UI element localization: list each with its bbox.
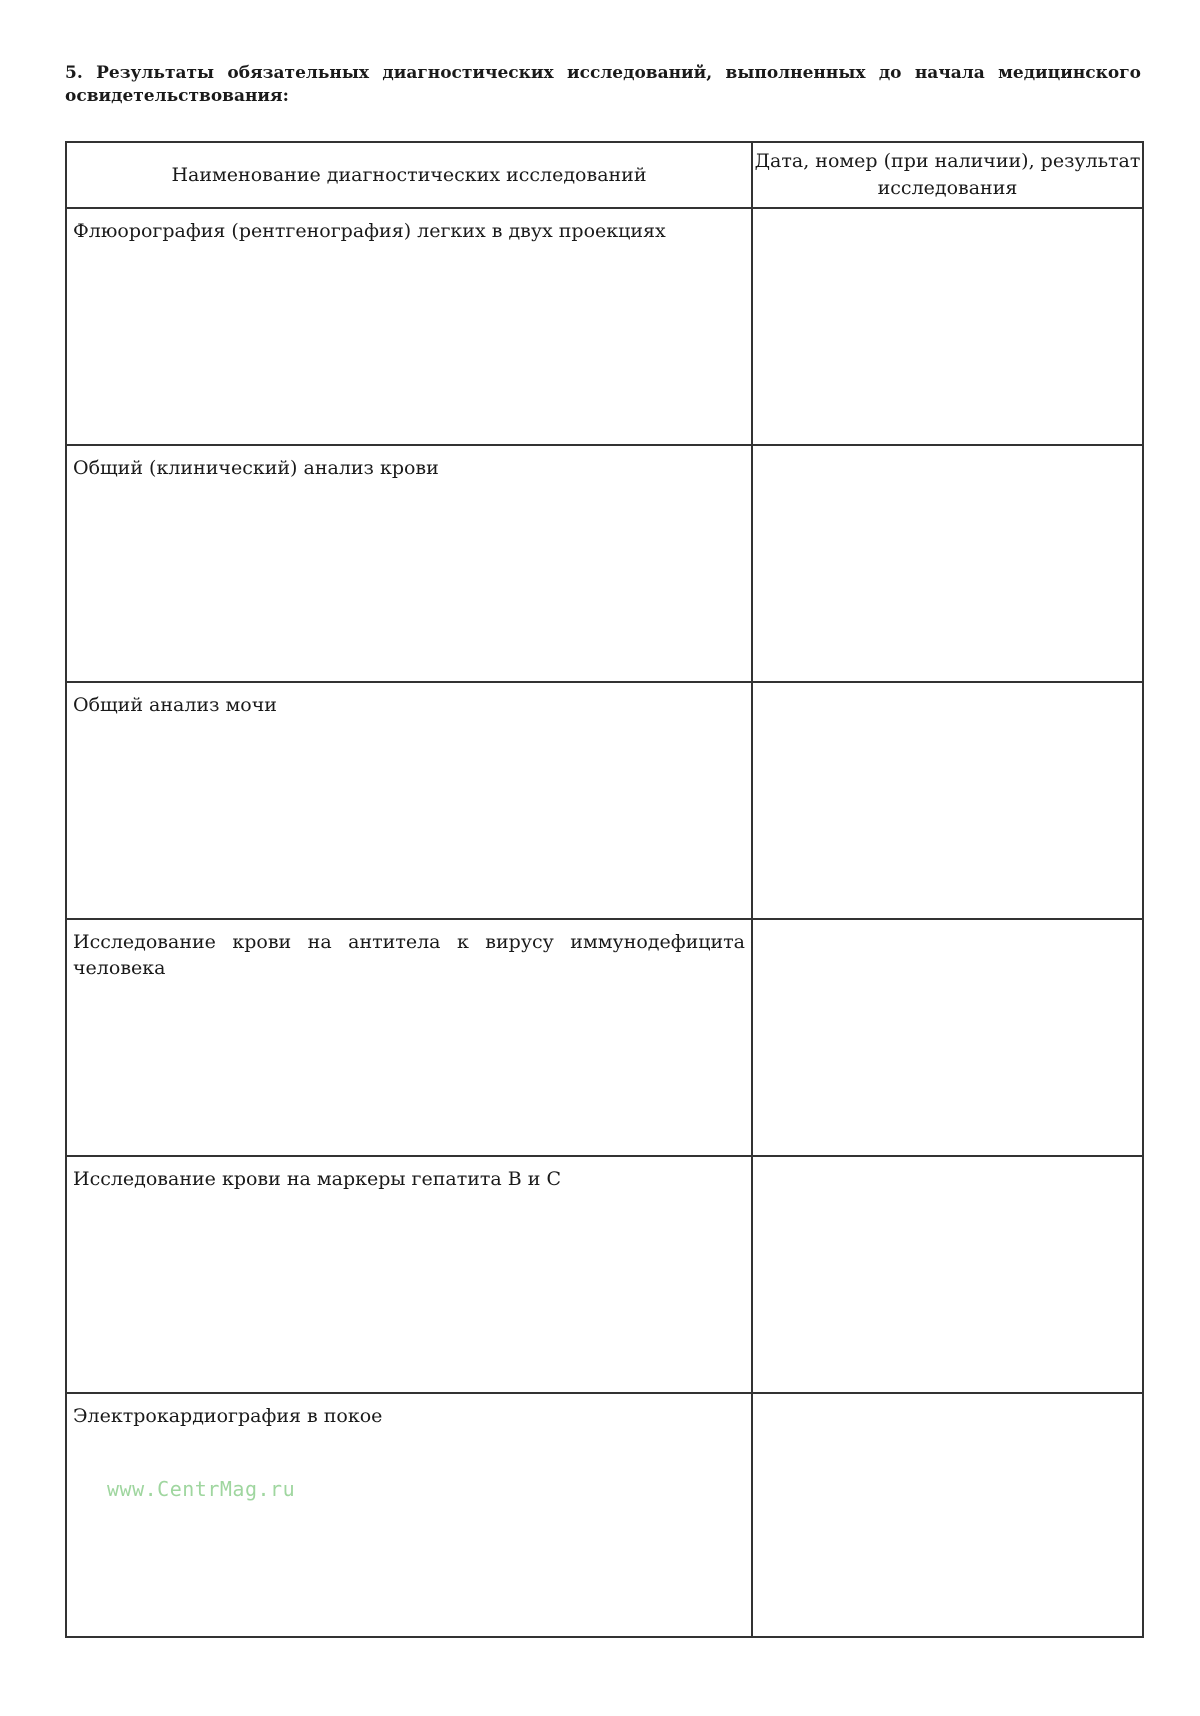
table-header-row bbox=[66, 142, 1143, 208]
study-name: Флюорография (рентгенография) легких в двух проекциях bbox=[66, 208, 752, 445]
result-cell[interactable] bbox=[752, 445, 1143, 682]
result-cell[interactable] bbox=[752, 208, 1143, 445]
header-result-column: Дата, номер (при наличии), результат исследования bbox=[752, 142, 1143, 208]
table-row bbox=[66, 1393, 1143, 1637]
result-cell[interactable] bbox=[752, 919, 1143, 1156]
result-cell[interactable] bbox=[752, 1393, 1143, 1637]
result-cell[interactable] bbox=[752, 1156, 1143, 1393]
section-heading: 5. Результаты обязательных диагностических исследований, выполненных до начала медицинского освидетельствования: bbox=[65, 63, 1141, 106]
study-name: Исследование крови на маркеры гепатита B и C bbox=[66, 1156, 752, 1393]
table-row bbox=[66, 208, 1143, 445]
table-row bbox=[66, 919, 1143, 1156]
table-row bbox=[66, 445, 1143, 682]
study-name-cell bbox=[66, 1393, 752, 1637]
study-name: Общий (клинический) анализ крови bbox=[66, 445, 752, 682]
study-name: Исследование крови на антитела к вирусу иммунодефицита человека bbox=[66, 919, 752, 1156]
table-row bbox=[66, 1156, 1143, 1393]
table-row bbox=[66, 682, 1143, 919]
study-name: Электрокардиография в покое bbox=[73, 1405, 383, 1427]
header-name-column: Наименование диагностических исследований bbox=[66, 142, 752, 208]
watermark: www.CentrMag.ru bbox=[107, 1477, 296, 1502]
result-cell[interactable] bbox=[752, 682, 1143, 919]
study-name: Общий анализ мочи bbox=[66, 682, 752, 919]
diagnostics-table bbox=[65, 141, 1144, 1638]
